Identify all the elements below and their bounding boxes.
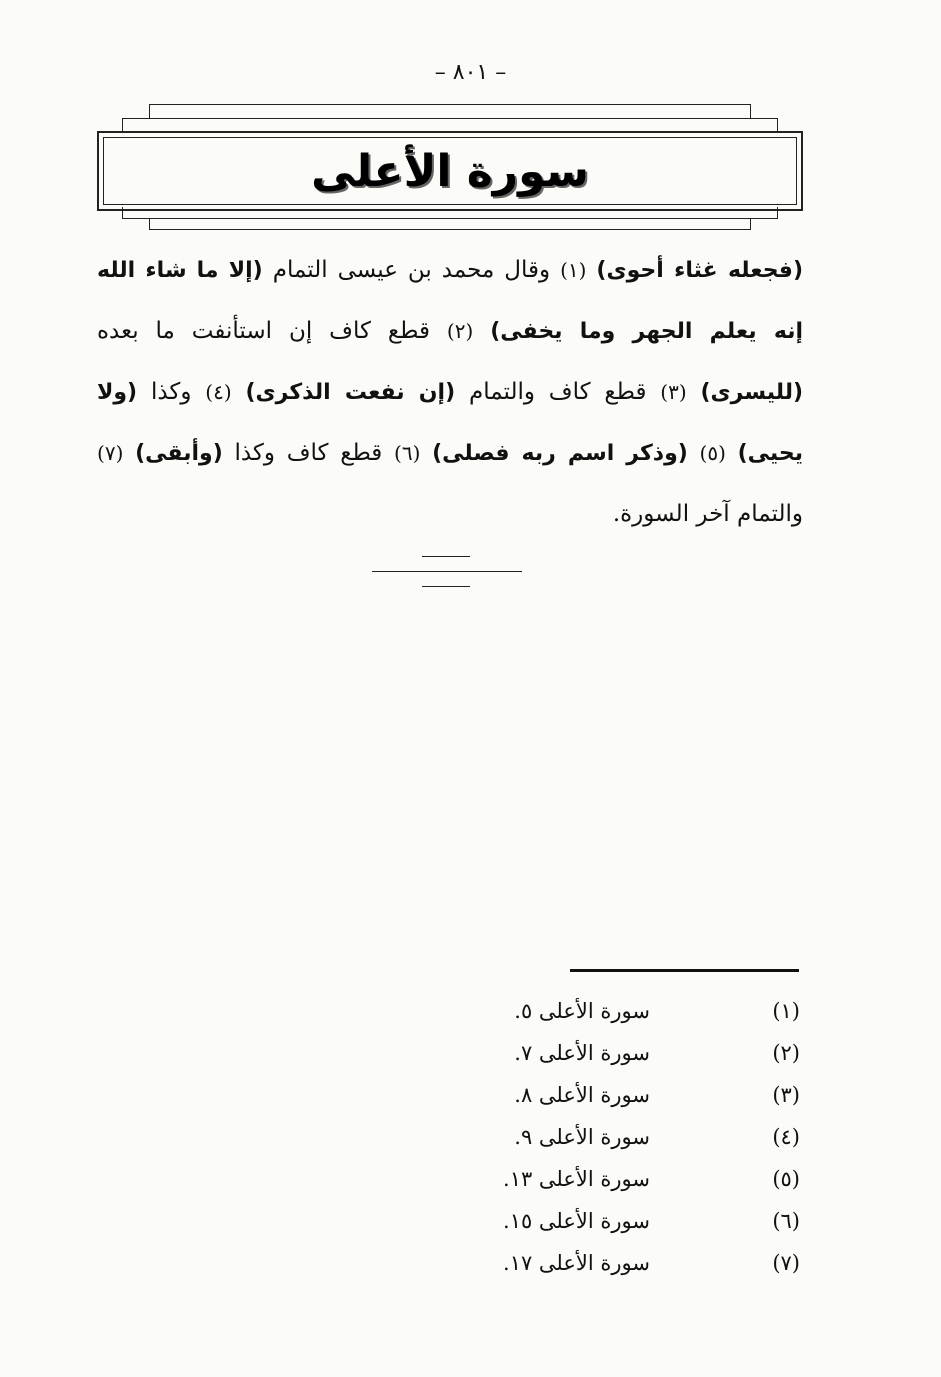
footnote-ref: (١): [560, 258, 587, 282]
commentary-text: قطع كاف والتمام: [468, 379, 647, 405]
quran-quote: شاء الله إنه يعلم الجهر وما يخفى): [97, 258, 803, 344]
page-number: – ٨٠١ –: [434, 60, 507, 85]
footnote-number: (١): [772, 999, 800, 1023]
footnote-text: سورة الأعلى ٧.: [514, 1041, 650, 1065]
footnote-text: سورة الأعلى ٩.: [514, 1125, 650, 1149]
footnote-ref: (٣): [660, 380, 687, 404]
quran-quote: (إلا ما: [196, 258, 263, 283]
footnote-number: (٧): [772, 1251, 800, 1275]
footnote-item: [460, 1242, 800, 1284]
quran-quote: (وأبقى): [135, 441, 223, 466]
quran-quote: (لليسرى): [700, 380, 804, 405]
footnote-item: [460, 990, 800, 1032]
footnote-item: [460, 1116, 800, 1158]
footnote-number: (٣): [772, 1083, 800, 1107]
ornament-line: [422, 586, 470, 587]
section-end-ornament: [372, 556, 522, 590]
footnote-number: (٥): [772, 1167, 800, 1191]
footnote-ref: (٧): [97, 441, 124, 465]
footnotes-list: [460, 990, 800, 1284]
footnote-ref: (٢): [446, 319, 474, 343]
footnote-number: (٤): [772, 1125, 800, 1149]
footnote-text: سورة الأعلى ١٧.: [503, 1251, 650, 1275]
footnote-ref: (٥): [699, 441, 726, 465]
footnote-ref: (٦): [394, 441, 421, 465]
footnote-item: [460, 1158, 800, 1200]
footnote-separator: [570, 969, 799, 972]
commentary-text: وقال محمد بن عيسى التمام: [272, 257, 551, 283]
quran-quote: (فجعله غثاء أحوى): [596, 258, 804, 283]
commentary-text: والتمام آخر السورة.: [612, 501, 803, 527]
quran-quote: (إن نفعت الذكرى): [245, 380, 456, 405]
footnote-number: (٢): [772, 1041, 800, 1065]
commentary-text: وكذا: [234, 440, 275, 466]
footnote-item: [460, 1074, 800, 1116]
footnote-ref: (٤): [205, 380, 232, 404]
footnote-text: سورة الأعلى ١٥.: [503, 1209, 650, 1233]
frame-bar: [122, 118, 778, 132]
footnote-text: سورة الأعلى ٥.: [514, 999, 650, 1023]
frame-bar: [149, 104, 751, 119]
footnote-item: [460, 1200, 800, 1242]
footnote-number: (٦): [772, 1209, 800, 1233]
title-box: [97, 131, 803, 211]
frame-bar: [149, 218, 751, 230]
surah-title: سورة الأعلى: [311, 145, 589, 197]
quran-quote: (وذكر اسم ربه فصلى): [432, 441, 688, 466]
commentary-text: ما بعده: [97, 318, 175, 344]
commentary-text: وكذا: [150, 379, 192, 405]
quran-quote: (ولا يحيى): [97, 380, 804, 466]
commentary-text: قطع كاف إن استأنفت: [191, 318, 430, 344]
footnote-text: سورة الأعلى ٨.: [514, 1083, 650, 1107]
surah-title-frame: [97, 104, 803, 230]
footnote-item: [460, 1032, 800, 1074]
body-text: [97, 240, 803, 545]
ornament-line: [422, 556, 470, 557]
ornament-line: [372, 571, 522, 572]
footnote-text: سورة الأعلى ١٣.: [503, 1167, 650, 1191]
commentary-text: قطع كاف: [286, 440, 383, 466]
